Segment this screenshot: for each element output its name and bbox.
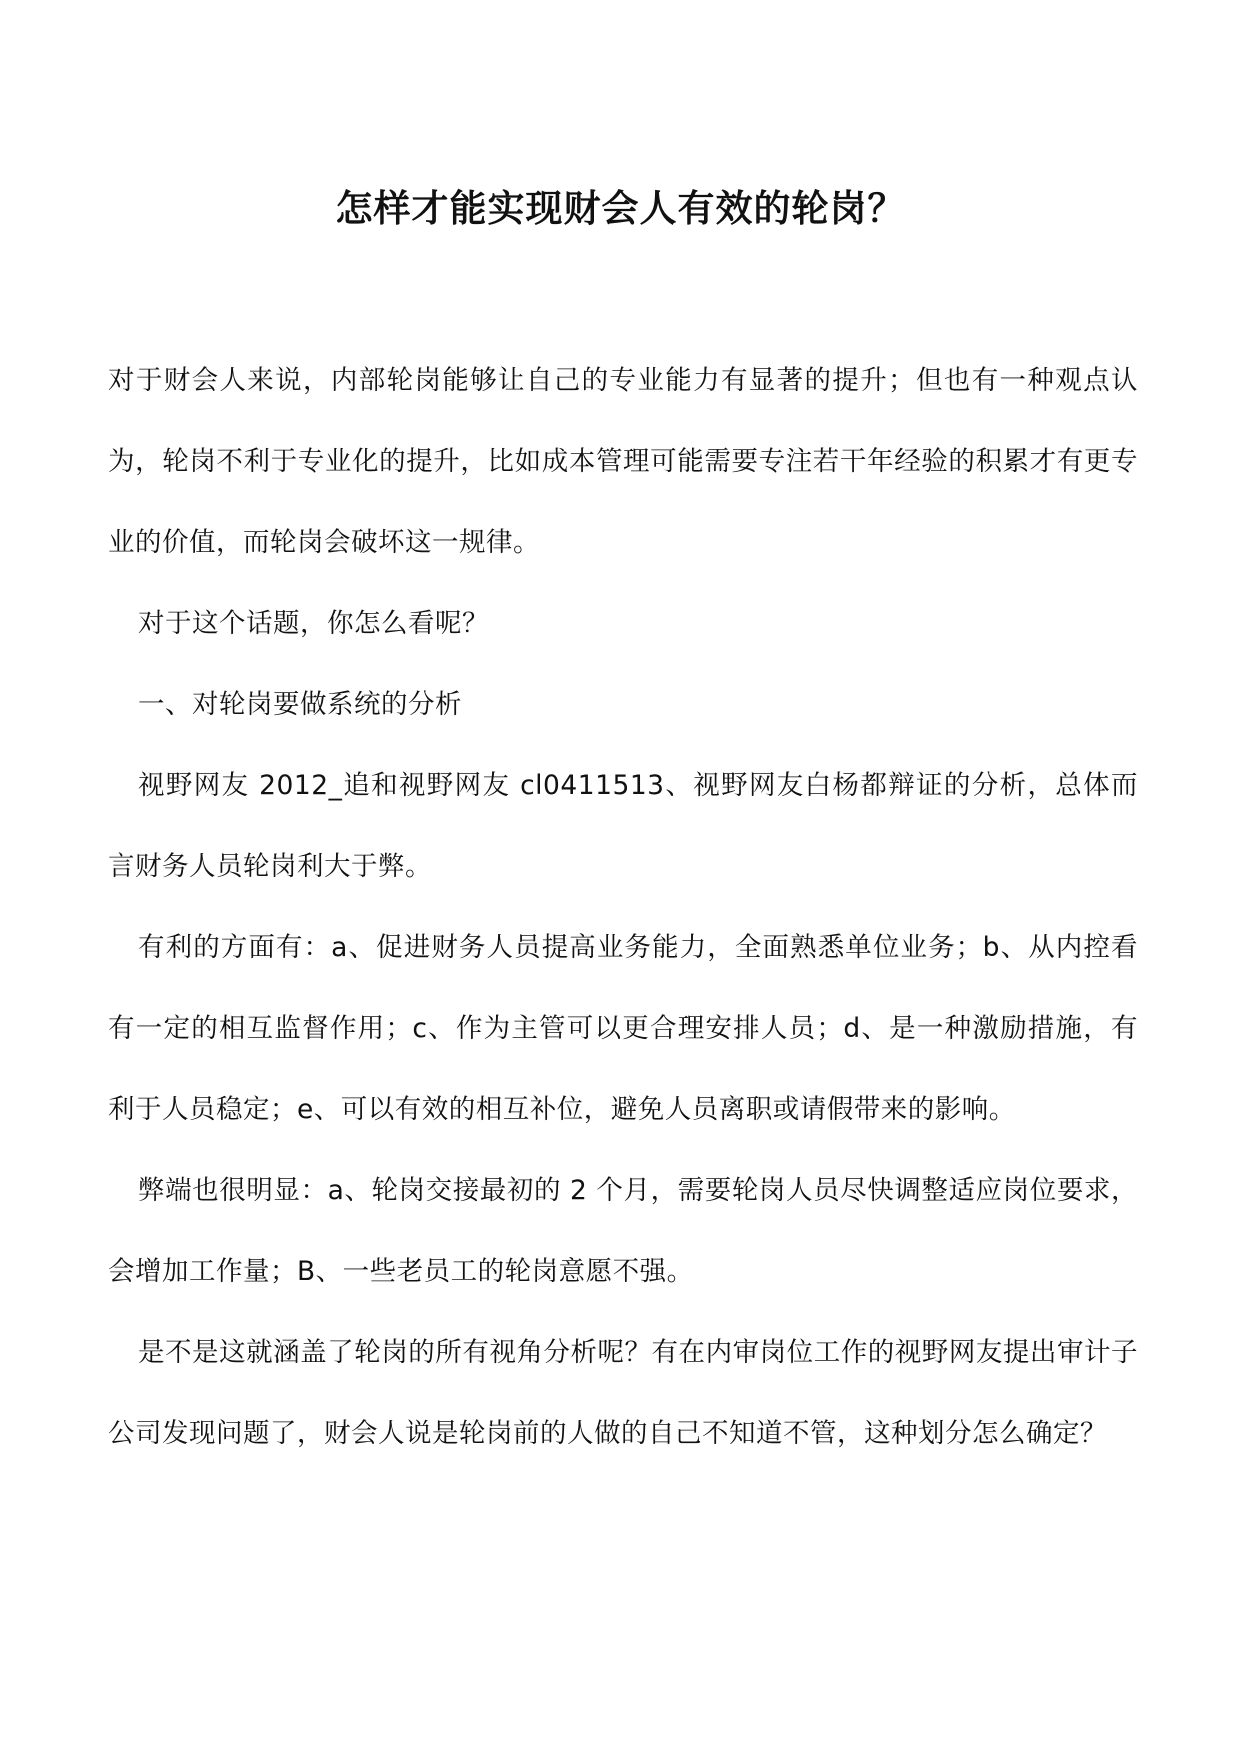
document-title: 怎样才能实现财会人有效的轮岗？ — [335, 185, 906, 230]
paragraph-audit-question: 是不是这就涵盖了轮岗的所有视角分析呢？有在内审岗位工作的视野网友提出审计子公司发现问题了，财会人说是轮岗前的人做的自己不知道不管，这种划分怎么确定？ — [108, 1337, 1138, 1449]
paragraph-question: 对于这个话题，你怎么看呢？ — [138, 608, 489, 639]
paragraph-disadvantages: 弊端也很明显：a、轮岗交接最初的 2 个月，需要轮岗人员尽快调整适应岗位要求，会增加工作量；B、一些老员工的轮岗意愿不强。 — [108, 1175, 1138, 1287]
section-heading-1: 一、对轮岗要做系统的分析 — [138, 689, 462, 720]
paragraph-analysis: 视野网友 2012_追和视野网友 cl0411513、视野网友白杨都辩证的分析，总体而言财务人员轮岗利大于弊。 — [108, 770, 1138, 882]
document-body — [108, 340, 1138, 1474]
paragraph-advantages: 有利的方面有：a、促进财务人员提高业务能力，全面熟悉单位业务；b、从内控看有一定的相互监督作用；c、作为主管可以更合理安排人员；d、是一种激励措施，有利于人员稳定；e、可以有效的相互补位，避免人员离职或请假带来的影响。 — [108, 932, 1138, 1125]
paragraph-intro: 对于财会人来说，内部轮岗能够让自己的专业能力有显著的提升；但也有一种观点认为，轮岗不利于专业化的提升，比如成本管理可能需要专注若干年经验的积累才有更专业的价值，而轮岗会破坏这一规律。 — [108, 365, 1138, 558]
